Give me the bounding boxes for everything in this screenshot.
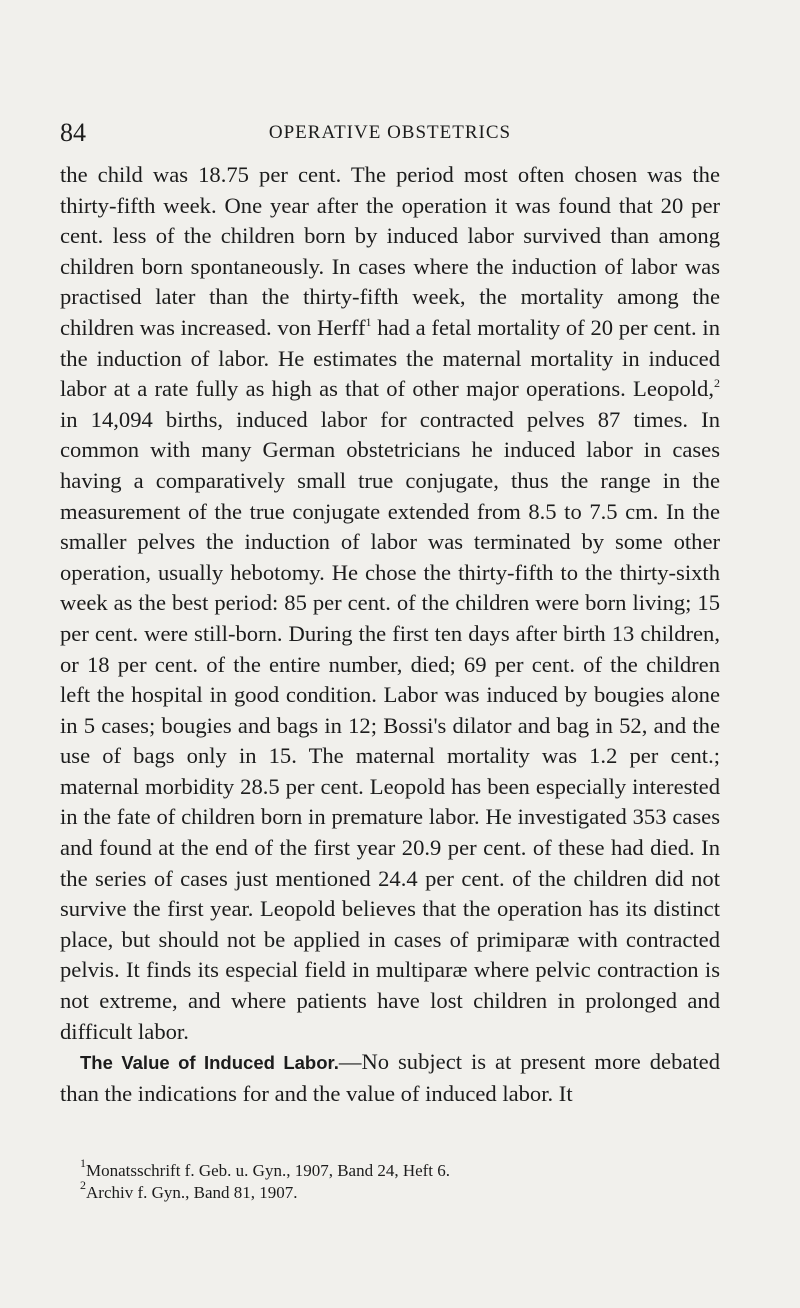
footnote-ref-1: 1 [365, 314, 372, 329]
paragraph-1-part-1: the child was 18.75 per cent. The period most often chosen was the thirty-fifth week. One year after the operation it was found that 20 per cent. less of the children born by induced labor survived than among children born spontaneously. In cases where the induction of labor was practised later than the thirty-fifth week, the mortality among the children was increased. von Herff [60, 162, 720, 340]
body-text [60, 160, 720, 1109]
footnote-2-text: Archiv f. Gyn., Band 81, 1907. [86, 1183, 298, 1202]
footnote-2 [80, 1178, 720, 1204]
paragraph-2-text: —No subject is at present more debated than the indications for and the value of induced labor. It [60, 1049, 721, 1106]
footnotes [80, 1156, 720, 1204]
paragraph-2 [60, 1047, 720, 1109]
footnote-1 [80, 1156, 720, 1182]
page-header [60, 118, 720, 148]
section-subhead: The Value of Induced Labor. [80, 1052, 339, 1074]
paragraph-1-part-3: in 14,094 births, induced labor for contracted pelves 87 times. In common with many German obstetricians he induced labor in cases having a comparatively small true conjugate, thus the range in the measurement of the true conjugate extended from 8.5 to 7.5 cm. In the smaller pelves the induction of labor was terminated by some other operation, usually hebotomy. He chose the thirty-fifth to the thirty-sixth week as the best period: 85 per cent. of the children were born living; 15 per cent. were still-born. During the first ten days after birth 13 children, or 18 per cent. of the entire number, died; 69 per cent. of the children left the hospital in good condition. Labor was induced by bougies alone in 5 cases; bougies and bags in 12; Bossi's dilator and bag in 52, and the use of bags only in 15. The maternal mortality was 1.2 per cent.; maternal morbidity 28.5 per cent. Leopold has been especially interested in the fate of children born in premature labor. He investigated 353 cases and found at the end of the first year 20.9 per cent. of these had died. In the series of cases just mentioned 24.4 per cent. of the children did not survive the first year. Leopold believes that the operation has its distinct place, but should not be applied in cases of primiparæ with contracted pelvis. It finds its especial field in multiparæ where pelvic contraction is not extreme, and where patients have lost children in prolonged and difficult labor. [60, 406, 720, 1044]
footnote-1-mark: 1 [80, 1156, 86, 1170]
footnote-ref-2: 2 [714, 376, 720, 391]
footnote-2-mark: 2 [80, 1178, 86, 1192]
footnote-1-text: Monatsschrift f. Geb. u. Gyn., 1907, Band 24, Heft 6. [86, 1161, 451, 1180]
paragraph-1 [60, 160, 720, 1047]
paragraph-1-part-2: had a fetal mortality of 20 per cent. in the induction of labor. He estimates the maternal mortality in induced labor at a rate fully as high as that of other major operations. Leopold, [60, 314, 720, 402]
page-number: 84 [60, 118, 86, 147]
running-head: OPERATIVE OBSTETRICS [268, 122, 512, 143]
